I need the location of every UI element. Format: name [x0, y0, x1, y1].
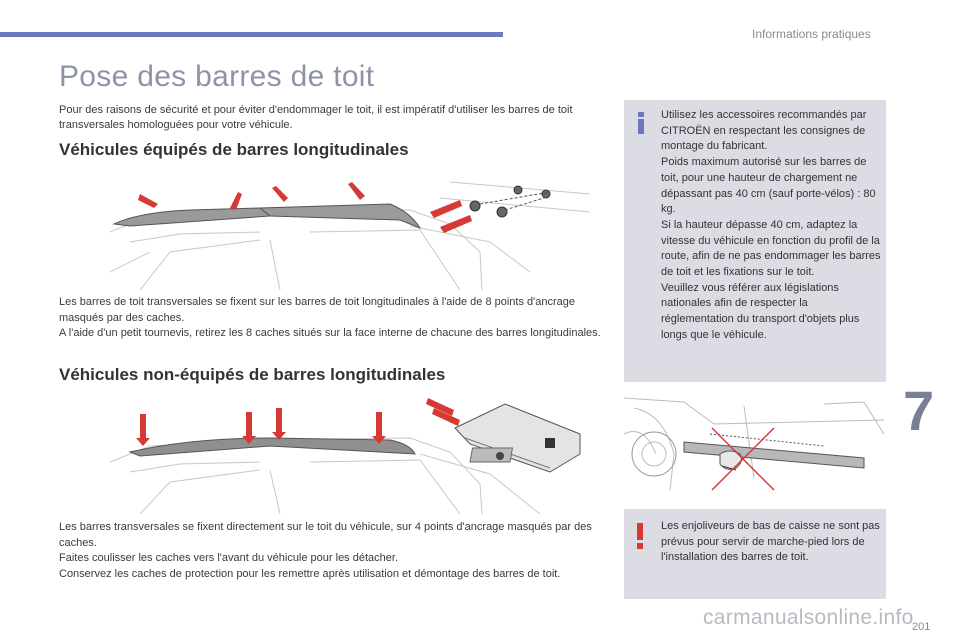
chapter-number: 7: [903, 379, 935, 442]
info-paragraph: Veuillez vous référer aux législations nationales afin de respecter la réglementation du transport d'objets plus longs que le véhicule.: [661, 281, 860, 341]
warning-text: Les enjoliveurs de bas de caisse ne sont pas prévus pour servir de marche-pied lors de l'installation des barres de toit.: [661, 520, 880, 564]
info-icon: [636, 112, 646, 134]
section-header-title: Informations pratiques: [752, 27, 871, 41]
info-paragraph: Poids maximum autorisé sur les barres de toit, pour une hauteur de chargement ne dépassant pas 40 cm (sauf porte-vélos) : 80 kg.: [661, 156, 876, 216]
section2-heading: Véhicules non-équipés de barres longitudinales: [59, 365, 446, 384]
section1-heading: Véhicules équipés de barres longitudinales: [59, 140, 409, 159]
section2-paragraph: Faites coulisser les caches vers l'avant du véhicule pour les détacher.: [59, 552, 398, 564]
sill-illustration: [624, 394, 886, 498]
section2-paragraph: Les barres transversales se fixent directement sur le toit du véhicule, sur 4 points d'ancrage masqués par des caches.: [59, 521, 592, 549]
info-paragraph: Utilisez les accessoires recommandés par CITROËN en respectant les consignes de montage du fabricant.: [661, 109, 867, 153]
exclamation-icon: [636, 523, 644, 549]
page-number: 201: [912, 621, 931, 633]
section2-paragraph: Conservez les caches de protection pour les remettre après utilisation et démontage des barres de toit.: [59, 567, 561, 580]
page-title: Pose des barres de toit: [59, 60, 375, 93]
roof-bars-illustration: [110, 172, 600, 290]
warning-box: [624, 509, 886, 599]
section1-paragraph: Les barres de toit transversales se fixent sur les barres de toit longitudinales à l'aide de 8 points d'ancrage masqués par des caches.: [59, 296, 575, 324]
header-accent-bar: [0, 32, 503, 37]
info-box-text: [661, 108, 881, 344]
section1-text: [59, 295, 604, 342]
section2-text: [59, 520, 604, 582]
intro-paragraph: Pour des raisons de sécurité et pour éviter d'endommager le toit, il est impératif d'utiliser les barres de toit transversales homologuées pour votre véhicule.: [59, 104, 573, 131]
watermark: carmanualsonline.info: [703, 606, 914, 629]
roof-anchor-illustration: [110, 394, 600, 514]
info-paragraph: Si la hauteur dépasse 40 cm, adaptez la vitesse du véhicule en fonction du profil de la route, afin de ne pas endommager les barres de toit et les fixations sur le toit.: [661, 218, 881, 279]
info-box: [624, 100, 886, 382]
section1-paragraph: A l'aide d'un petit tournevis, retirez les 8 caches situés sur la face interne de chacune des barres longitudinales.: [59, 327, 601, 339]
